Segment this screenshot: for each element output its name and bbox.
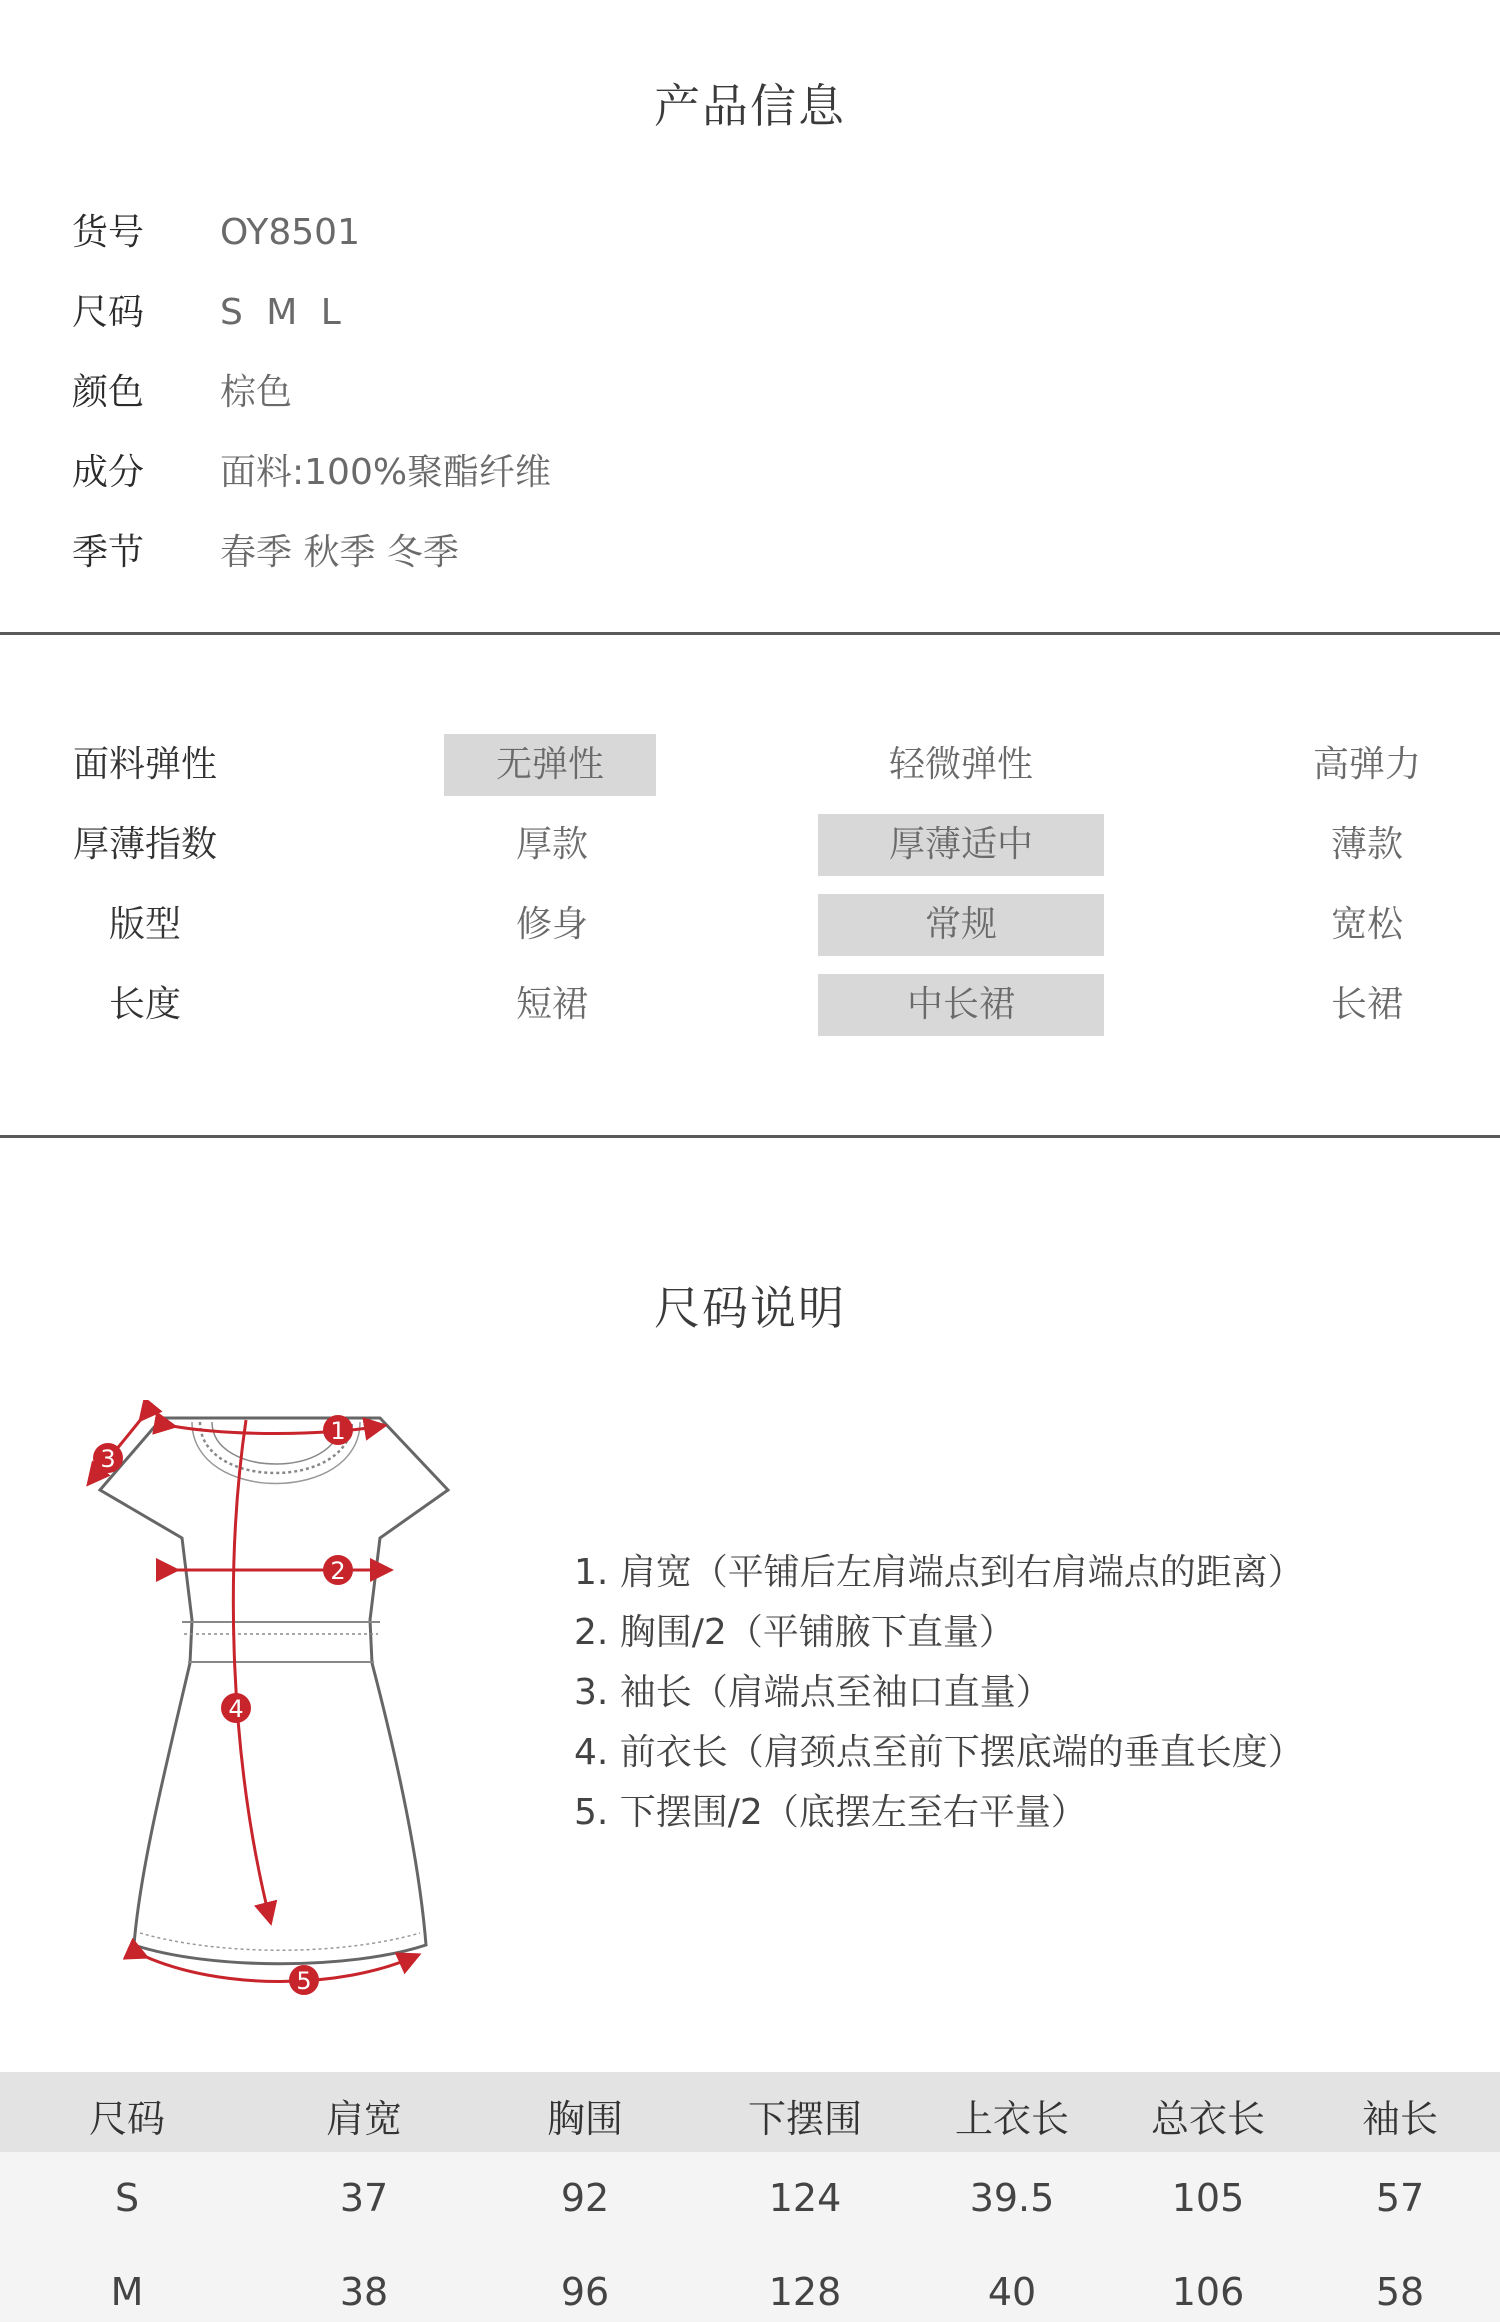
attr-option: 薄款 [1330,824,1403,865]
size-table-cell: 37 [339,2176,389,2220]
info-value: 棕色 [220,372,293,413]
size-table-cell: 39.5 [969,2176,1055,2220]
attr-option: 无弹性 [444,734,656,796]
size-note: 5. 下摆围/2（底摆左至右平量） [574,1792,1087,1833]
size-table-header-cell: 胸围 [546,2097,623,2141]
attr-option: 修身 [515,904,588,945]
length-measure-line [233,1420,270,1920]
size-table-header-cell: 肩宽 [325,2097,402,2141]
marker-1-label: 1 [330,1417,346,1445]
hem-stitch [140,1933,420,1950]
attr-option: 短裙 [515,984,588,1025]
dress-diagram [70,1400,500,2000]
size-note: 2. 胸围/2（平铺腋下直量） [574,1612,1015,1653]
info-label: 季节 [72,532,145,573]
size-table-header-cell: 上衣长 [954,2097,1069,2141]
info-row-item-no [72,203,360,263]
size-table-cell: 92 [560,2176,610,2220]
attr-label-thickness: 厚薄指数 [72,824,217,865]
size-table-cell: 124 [768,2176,842,2220]
info-row-material [72,443,551,503]
attr-option: 厚薄适中 [818,814,1104,876]
info-value: OY8501 [220,212,360,253]
info-row-size [72,283,347,343]
divider [0,632,1500,635]
divider [0,1135,1500,1138]
size-table-cell: 58 [1375,2270,1425,2314]
product-info-title: 产品信息 [654,79,846,133]
attr-option: 高弹力 [1312,744,1421,785]
size-guide-title: 尺码说明 [654,1281,846,1335]
size-table-cell: 106 [1171,2270,1245,2314]
attr-label-elasticity: 面料弹性 [72,744,217,785]
marker-4-label: 4 [228,1695,244,1723]
size-note: 1. 肩宽（平铺后左肩端点到右肩端点的距离） [574,1552,1304,1593]
size-table-cell: 128 [768,2270,842,2314]
attr-label-fit: 版型 [108,904,181,945]
info-row-season [72,523,459,583]
size-table-cell: M [110,2270,144,2314]
info-value: 春季 秋季 冬季 [220,532,459,573]
hem-measure-line [144,1956,416,1982]
dress-outline [100,1418,448,1964]
size-table-cell: 38 [339,2270,389,2314]
size-table-cell: 96 [560,2270,610,2314]
info-value: 面料:100%聚酯纤维 [220,452,552,493]
info-label: 尺码 [72,292,145,333]
marker-3 [93,1443,123,1473]
info-value: S M L [220,292,347,333]
size-note: 4. 前衣长（肩颈点至前下摆底端的垂直长度） [574,1732,1304,1773]
size-table-cell: 105 [1171,2176,1245,2220]
size-table-header-cell: 总衣长 [1150,2097,1265,2141]
attr-option: 中长裙 [818,974,1104,1036]
info-label: 成分 [72,452,145,493]
marker-2 [323,1555,353,1585]
marker-2-label: 2 [330,1557,346,1585]
marker-1 [323,1415,353,1445]
attr-option: 轻微弹性 [888,744,1033,785]
marker-5 [289,1965,319,1995]
size-table-cell: 57 [1375,2176,1425,2220]
attr-option: 常规 [818,894,1104,956]
size-table-header-cell: 下摆围 [747,2097,862,2141]
marker-4 [221,1693,251,1723]
neckline [212,1422,340,1464]
info-label: 货号 [72,212,145,253]
info-row-color [72,363,292,423]
size-table-cell: S [114,2176,140,2220]
info-label: 颜色 [72,372,145,413]
size-table-header-cell: 尺码 [88,2097,165,2141]
attr-option: 长裙 [1330,984,1403,1025]
attr-option: 宽松 [1330,904,1403,945]
attr-option: 厚款 [515,824,588,865]
size-note: 3. 袖长（肩端点至袖口直量） [574,1672,1052,1713]
size-table-header-cell: 袖长 [1361,2097,1438,2141]
marker-5-label: 5 [296,1967,312,1995]
marker-3-label: 3 [100,1445,116,1473]
attr-label-length: 长度 [108,984,181,1025]
size-table-cell: 40 [987,2270,1037,2314]
